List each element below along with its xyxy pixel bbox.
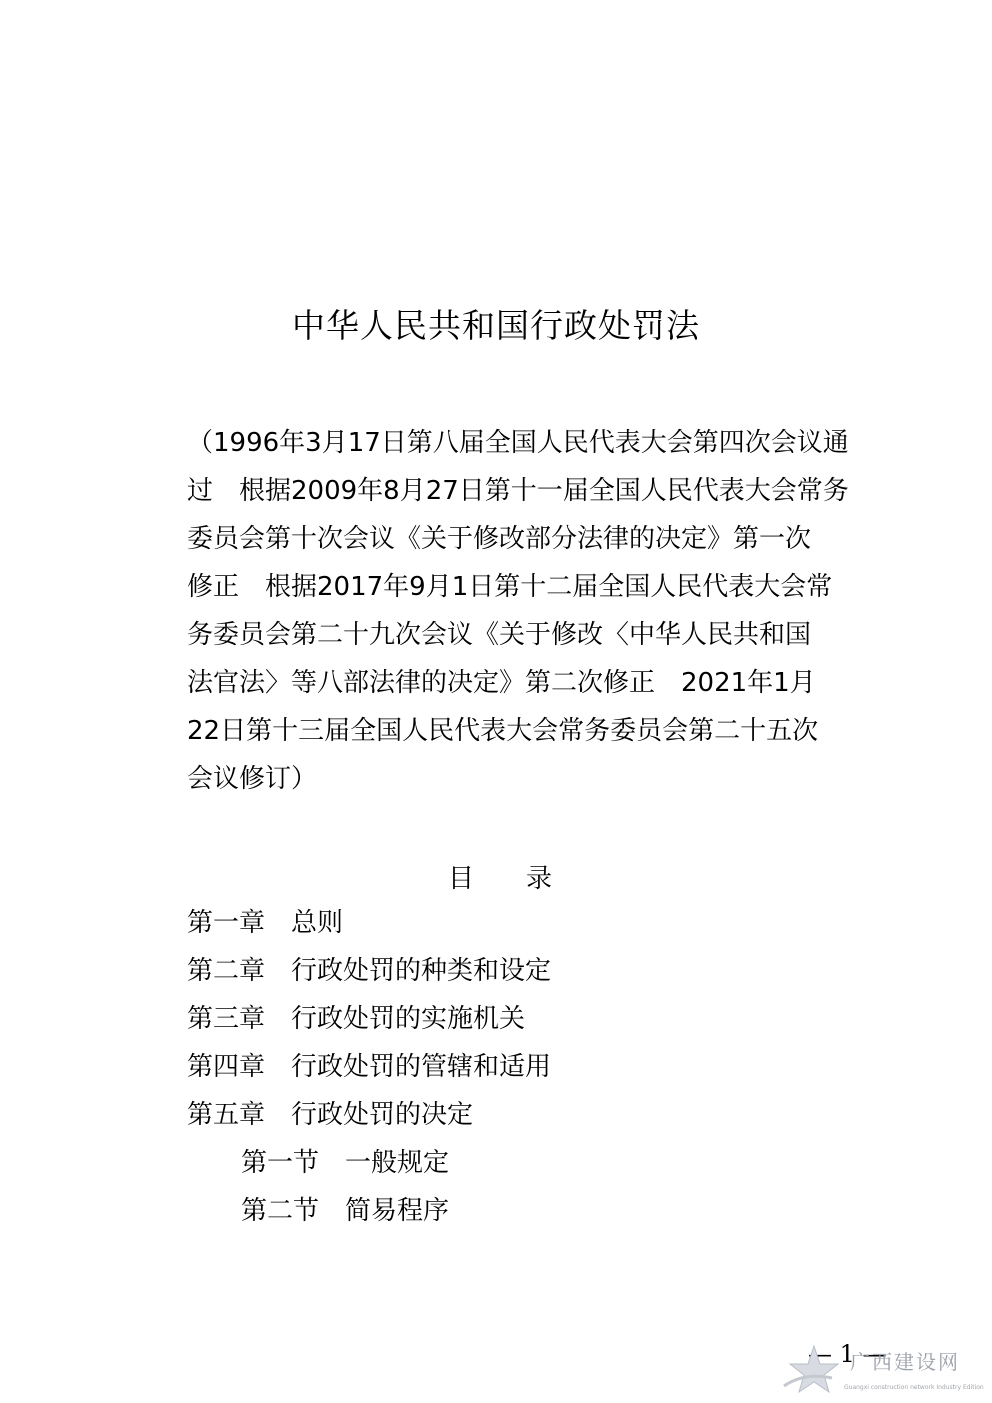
page-number: — 1 — <box>808 1340 887 1368</box>
table-of-contents <box>187 905 551 1241</box>
document-title: 中华人民共和国行政处罚法 <box>292 306 700 345</box>
watermark <box>780 1342 985 1398</box>
toc-chapter-2: 第二章 行政处罚的种类和设定 <box>187 956 552 986</box>
preamble-line: 务委员会第二十九次会议《关于修改〈中华人民共和国 <box>187 620 812 650</box>
preamble-line: 委员会第十次会议《关于修改部分法律的决定》第一次 <box>187 524 812 554</box>
toc-section-2: 第二节 简易程序 <box>241 1196 450 1226</box>
toc-chapter-5: 第五章 行政处罚的决定 <box>187 1100 474 1130</box>
preamble <box>187 425 847 809</box>
preamble-line: 会议修订） <box>187 764 318 794</box>
toc-chapter-1: 第一章 总则 <box>187 908 344 938</box>
preamble-line: 修正 根据2017年9月1日第十二届全国人民代表大会常 <box>187 572 833 602</box>
toc-chapter-3: 第三章 行政处罚的实施机关 <box>187 1004 526 1034</box>
preamble-line: 法官法〉等八部法律的决定》第二次修正 2021年1月 <box>187 668 816 698</box>
watermark-name: 广西建设网 <box>850 1350 960 1374</box>
toc-title: 目 录 <box>448 864 553 894</box>
star-logo-icon <box>780 1342 842 1398</box>
preamble-line: 22日第十三届全国人民代表大会常务委员会第二十五次 <box>187 716 819 746</box>
toc-chapter-4: 第四章 行政处罚的管辖和适用 <box>187 1052 552 1082</box>
preamble-line: 过 根据2009年8月27日第十一届全国人民代表大会常务 <box>187 476 849 506</box>
preamble-line: （1996年3月17日第八届全国人民代表大会第四次会议通 <box>187 428 849 458</box>
toc-section-1: 第一节 一般规定 <box>241 1148 450 1178</box>
watermark-subtitle: Guangxi construction network Industry Edition <box>844 1384 984 1391</box>
